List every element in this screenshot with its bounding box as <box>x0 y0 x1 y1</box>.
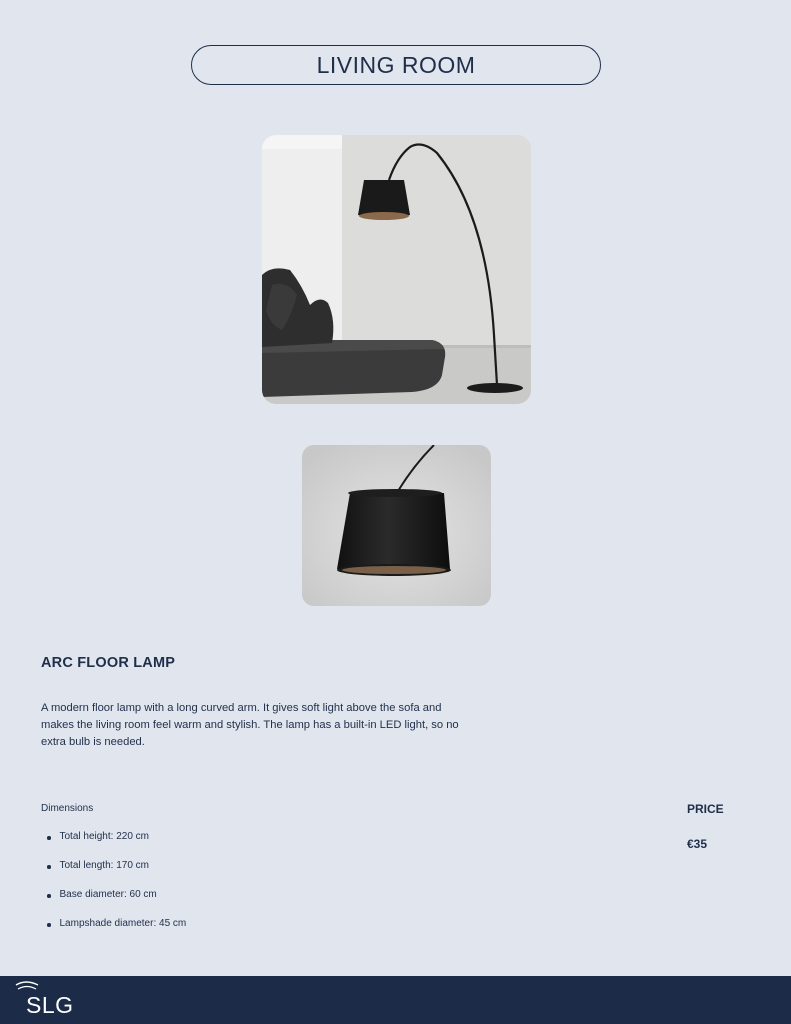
dimension-text: Total height: 220 cm <box>59 831 149 842</box>
bullet-icon <box>47 894 51 898</box>
slg-logo <box>12 979 82 1021</box>
dimension-text: Base diameter: 60 cm <box>59 889 157 900</box>
bullet-icon <box>47 865 51 869</box>
bullet-icon <box>47 923 51 927</box>
list-item <box>47 889 186 918</box>
footer <box>0 976 791 1024</box>
lampshade-closeup-photo <box>302 445 491 606</box>
lamp-room-photo <box>262 135 531 404</box>
product-description: A modern floor lamp with a long curved arm. It gives soft light above the sofa and makes the living room feel warm and stylish. The lamp has a built-in LED light, so no extra bulb is needed. <box>41 702 459 748</box>
dimension-text: Lampshade diameter: 45 cm <box>59 918 187 929</box>
bullet-icon <box>47 836 51 840</box>
price-value: €35 <box>687 837 708 851</box>
page-title: LIVING ROOM <box>191 45 601 85</box>
dimensions-heading: Dimensions <box>41 803 94 814</box>
dimension-text: Total length: 170 cm <box>59 860 149 871</box>
dimensions-list <box>47 831 186 947</box>
list-item <box>47 860 186 889</box>
logo-text: SLG <box>26 992 74 1018</box>
list-item <box>47 831 186 860</box>
list-item <box>47 918 186 947</box>
price-label: PRICE <box>687 802 724 816</box>
product-name: ARC FLOOR LAMP <box>41 655 176 671</box>
